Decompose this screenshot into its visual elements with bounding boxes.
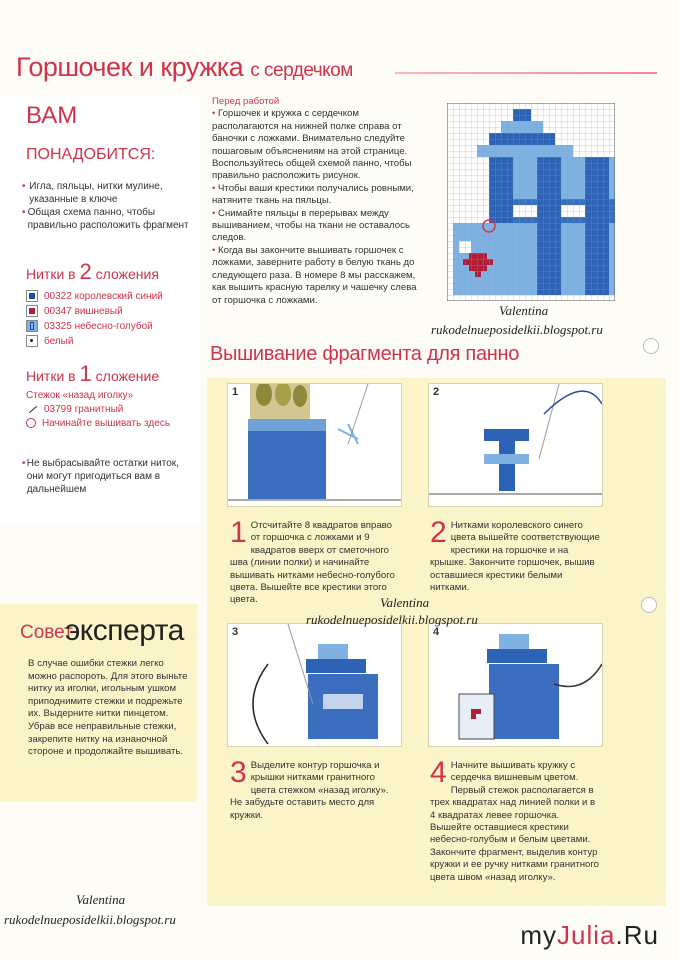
tip-text: В случае ошибки стежки легко можно распороть. Для этого выньте нитку из иголки, игольным ушком приподнимите стежки и подрежьте их. Выдерните нитки пинцетом. Убрав все неправильные стежки, закрепите нитку на изнаночной стороне и продолжайте вышивать. bbox=[28, 658, 188, 758]
title-main: Горшочек и кружка bbox=[16, 52, 244, 82]
step-photo-1: 1 bbox=[227, 383, 402, 507]
vam-heading: ВАМ bbox=[26, 102, 78, 129]
need-heading: ПОНАДОБИТСЯ: bbox=[26, 146, 156, 163]
step-4: 4 Начните вышивать кружку с сердечка вишневым цветом. Первый стежок располагается в трех квадратах над линией полки и в 4 квадратах левее горшочка. Вышейте оставшиеся крестики небесно-голубым и белым цветами. Закончите фрагмент, выделив контур кружки и ее ручку нитками гранитного цвета швом «назад иголку». bbox=[430, 756, 600, 883]
list-item: • Чтобы ваши крестики получались ровными, натяните ткань на пяльцы. bbox=[212, 182, 414, 207]
watermark-name: Valentina bbox=[499, 303, 549, 318]
threads-1-heading: Нитки в 1 сложение bbox=[26, 361, 160, 386]
watermark-name: Valentina bbox=[76, 892, 126, 907]
title-underline bbox=[395, 72, 657, 74]
thread-row: белый bbox=[26, 335, 163, 350]
intro-heading: Перед работой bbox=[212, 96, 280, 107]
tip-title-small: Совет bbox=[20, 622, 73, 643]
expert-tip-box bbox=[0, 604, 197, 802]
thread-row: 03325 небесно-голубой bbox=[26, 320, 163, 335]
step-photo-4: 4 bbox=[428, 623, 603, 747]
cross-stitch-chart bbox=[447, 103, 615, 301]
step-3: 3 Выделите контур горшочка и крышки нитками гранитного цвета стежком «назад иголку». Не забудьте оставить место для кружки. bbox=[230, 756, 389, 821]
section-title: Вышивание фрагмента для панно bbox=[210, 343, 520, 365]
backstitch-key: 03799 гранитный bbox=[28, 404, 123, 415]
watermark-name: Valentina bbox=[380, 595, 430, 610]
list-item: • Снимайте пяльцы в перерывах между вышиванием, чтобы на ткани не оставалось следов. bbox=[212, 207, 410, 244]
swatch-sky-blue bbox=[26, 320, 38, 332]
page-title bbox=[16, 52, 353, 83]
backstitch-icon bbox=[29, 406, 37, 413]
swatch-cherry bbox=[26, 305, 38, 317]
watermark-blog: rukodelnueposidelkii.blogspot.ru bbox=[4, 912, 176, 927]
step-2: 2 Нитками королевского синего цвета вышейте соответствующие крестики на горшочке и на крышке. Закончите горшочек, вышив оставшиеся крестики белыми нитками. bbox=[430, 516, 600, 594]
list-item: • Горшочек и кружка с сердечком располагаются на нижней полке справа от баночки с ложками. Внимательно следуйте пошаговым объяснениям на этой странице. Воспользуйтесь общей схемой панно, чтобы правильно расположить рисунок. bbox=[212, 108, 412, 182]
list-item: • Когда вы закончите вышивать горшочек с ложками, заверните работу в белую ткань до следующего раза. В номере 8 мы расскажем, как вышить красную тарелку и чашечку слева от горшочка с ложками. bbox=[212, 244, 417, 306]
threads-2-heading: Нитки в 2 сложения bbox=[26, 259, 159, 284]
step-photo-3: 3 bbox=[227, 623, 402, 747]
backstitch-label: Стежок «назад иголку» bbox=[26, 390, 134, 401]
circle-icon bbox=[26, 418, 36, 428]
step-photo-2: 2 bbox=[428, 383, 603, 507]
list-item: • Игла, пяльцы, нитки мулине, указанные в ключе bbox=[22, 181, 163, 205]
needs-list bbox=[22, 180, 192, 232]
list-item: • Общая схема панно, чтобы правильно расположить фрагмент bbox=[22, 207, 189, 231]
tip-note: • Не выбрасывайте остатки ниток, они могут пригодиться вам в дальнейшем bbox=[22, 458, 179, 495]
watermark-blog: rukodelnueposidelkii.blogspot.ru bbox=[306, 612, 478, 627]
brand-logo: myJulia.Ru bbox=[520, 920, 659, 950]
swatch-royal-blue bbox=[26, 290, 38, 302]
thread-row: 00322 королевский синий bbox=[26, 290, 163, 305]
thread-row: 00347 вишневый bbox=[26, 305, 163, 320]
binder-hole bbox=[641, 597, 657, 613]
binder-hole bbox=[643, 338, 659, 354]
thread-key bbox=[26, 290, 163, 350]
step-1: 1 Отсчитайте 8 квадратов вправо от горшочка с ложками и 9 квадратов вверх от сметочного шва (линии полки) и начинайте вышивать нитками небесно-голубого цвета. Вышейте все крестики этого цвета. bbox=[230, 516, 395, 606]
start-here-key: Начинайте вышивать здесь bbox=[26, 418, 170, 429]
intro-text bbox=[212, 96, 427, 307]
title-sub: с сердечком bbox=[250, 60, 353, 81]
watermark-blog: rukodelnueposidelkii.blogspot.ru bbox=[431, 322, 603, 337]
swatch-white bbox=[26, 335, 38, 347]
tip-title-large: эксперта bbox=[65, 614, 184, 647]
